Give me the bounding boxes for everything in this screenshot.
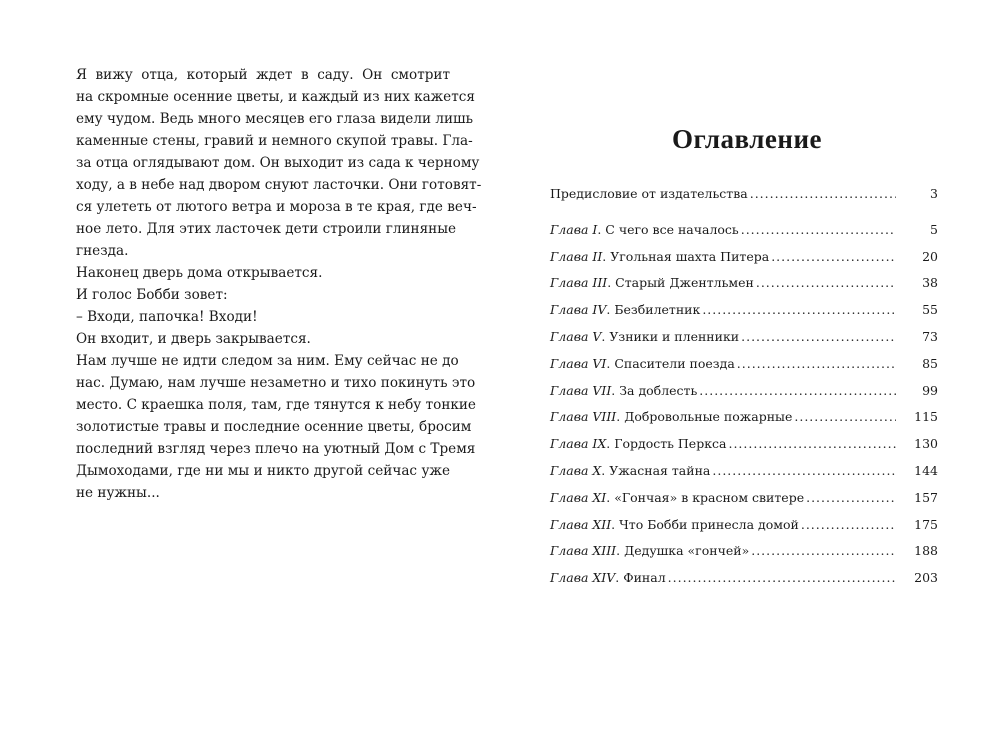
toc-page-number: 85 (922, 355, 938, 371)
toc-separator: . (611, 516, 620, 532)
prose-line: ходу, а в небе над двором снуют ласточки. Они готовят- (76, 177, 482, 193)
toc-separator: . (602, 248, 611, 264)
toc-chapter-title: Угольная шахта Питера (610, 248, 770, 264)
toc-chapter-row[interactable] (550, 458, 938, 485)
prose-line: не нужны... (76, 485, 160, 501)
toc-chapter-label: Глава XIII (550, 543, 617, 559)
toc-chapter-label: Глава I (550, 221, 598, 237)
toc-leader-dots (741, 217, 896, 244)
toc-separator: . (611, 382, 620, 398)
toc-chapter-row[interactable] (550, 297, 938, 324)
toc-chapter-title: Гордость Перкса (614, 436, 727, 452)
toc-chapter-title: Финал (623, 570, 666, 586)
toc-chapter-title: Спасители поезда (614, 355, 735, 371)
prose-line: ему чудом. Ведь много месяцев его глаза видели лишь (76, 111, 474, 127)
toc-chapter-title: Безбилетник (614, 302, 701, 318)
toc-page-number: 38 (922, 275, 938, 291)
toc-page-number: 3 (930, 186, 938, 201)
prose-line: ное лето. Для этих ласточек дети строили глиняные (76, 221, 457, 237)
toc-chapter-label: Глава VIII (550, 409, 617, 425)
toc-chapter-row[interactable] (550, 324, 938, 351)
toc-separator: . (606, 355, 615, 371)
toc-leader-dots (699, 378, 896, 405)
toc-separator: . (601, 328, 610, 344)
toc-chapter-title: За доблесть (619, 382, 698, 398)
toc-chapter-entry (550, 485, 804, 512)
toc-chapter-entry (550, 538, 749, 565)
toc-title: Оглавление (672, 124, 822, 154)
toc-chapter-entry (550, 378, 697, 405)
toc-chapter-label: Глава IX (550, 436, 607, 452)
toc-chapter-row[interactable] (550, 512, 938, 539)
toc-chapter-row[interactable] (550, 378, 938, 405)
toc-leader-dots (806, 485, 896, 512)
prose-line: нас. Думаю, нам лучше незаметно и тихо покинуть это (76, 375, 476, 391)
toc-leader-dots (741, 324, 896, 351)
toc-page-number: 20 (922, 248, 938, 264)
toc-leader-dots (737, 351, 896, 378)
toc-page-number: 144 (914, 462, 938, 478)
toc-chapter-row[interactable] (550, 565, 938, 592)
prose-line: Наконец дверь дома открывается. (76, 265, 323, 281)
prose-line: место. С краешка поля, там, где тянутся к небу тонкие (76, 397, 476, 413)
toc-chapter-title: Старый Джентльмен (615, 275, 754, 291)
toc-chapter-label: Глава III (550, 275, 608, 291)
prose-text (76, 64, 482, 504)
toc-preface-title: Предисловие от издательства (550, 186, 748, 201)
prose-line: ся улететь от лютого ветра и мороза в те края, где веч- (76, 199, 477, 215)
toc-page-number: 188 (914, 543, 938, 559)
toc-separator: . (616, 409, 625, 425)
toc-leader-dots (712, 458, 896, 485)
prose-line: Дымоходами, где ни мы и никто другой сейчас уже (76, 463, 450, 479)
table-of-contents (550, 181, 938, 592)
prose-line: И голос Бобби зовет: (76, 287, 228, 303)
toc-page-number: 157 (914, 489, 938, 505)
toc-separator: . (606, 436, 615, 452)
toc-chapter-entry (550, 217, 739, 244)
toc-page-number: 115 (914, 409, 938, 425)
toc-chapter-row[interactable] (550, 431, 938, 458)
toc-chapter-row[interactable] (550, 351, 938, 378)
toc-chapter-row[interactable] (550, 485, 938, 512)
toc-page-number: 5 (930, 221, 938, 237)
prose-line: последний взгляд через плечо на уютный Дом с Тремя (76, 441, 476, 457)
toc-chapter-entry (550, 324, 739, 351)
toc-chapter-label: Глава XI (550, 489, 607, 505)
toc-leader-dots (750, 181, 896, 208)
toc-leader-dots (801, 512, 896, 539)
toc-leader-dots (751, 538, 896, 565)
toc-separator: . (606, 489, 615, 505)
toc-chapter-entry (550, 244, 769, 271)
toc-leader-dots (728, 431, 896, 458)
toc-separator: . (597, 221, 606, 237)
toc-chapter-entry (550, 458, 710, 485)
prose-line: золотистые травы и последние осенние цветы, бросим (76, 419, 472, 435)
toc-chapter-entry (550, 297, 700, 324)
prose-line: Нам лучше не идти следом за ним. Ему сейчас не до (76, 353, 459, 369)
toc-chapter-label: Глава VII (550, 382, 612, 398)
toc-chapter-title: Дедушка «гончей» (624, 543, 750, 559)
toc-separator: . (616, 543, 625, 559)
toc-chapter-entry (550, 270, 754, 297)
right-page (500, 0, 1000, 750)
prose-line: гнезда. (76, 243, 129, 259)
toc-page-number: 73 (922, 328, 938, 344)
toc-page-number: 175 (914, 516, 938, 532)
toc-chapter-label: Глава VI (550, 355, 607, 371)
toc-separator: . (606, 302, 615, 318)
toc-preface-row[interactable] (550, 181, 938, 208)
toc-chapter-entry (550, 404, 792, 431)
prose-line: Он входит, и дверь закрывается. (76, 331, 311, 347)
toc-chapter-row[interactable] (550, 217, 938, 244)
toc-page-number: 130 (914, 436, 938, 452)
toc-chapter-title: «Гончая» в красном свитере (614, 489, 805, 505)
toc-chapter-label: Глава X (550, 462, 602, 478)
prose-line: – Входи, папочка! Входи! (76, 309, 258, 325)
toc-chapter-title: Узники и пленники (609, 328, 740, 344)
toc-leader-dots (771, 244, 896, 271)
toc-chapter-row[interactable] (550, 270, 938, 297)
toc-chapter-title: Добровольные пожарные (624, 409, 793, 425)
toc-chapter-entry (550, 512, 799, 539)
toc-chapter-label: Глава XII (550, 516, 612, 532)
prose-line: за отца оглядывают дом. Он выходит из сада к черному (76, 155, 480, 171)
toc-chapter-title: С чего все началось (605, 221, 739, 237)
toc-chapter-label: Глава XIV (550, 570, 616, 586)
toc-chapter-title: Ужасная тайна (609, 462, 711, 478)
toc-page-number: 203 (914, 570, 938, 586)
prose-line: каменные стены, гравий и немного скупой травы. Гла- (76, 133, 473, 149)
prose-line: на скромные осенние цветы, и каждый из них кажется (76, 89, 475, 105)
toc-chapter-label: Глава II (550, 248, 603, 264)
toc-separator: . (615, 570, 624, 586)
toc-chapter-entry (550, 431, 726, 458)
toc-chapter-row[interactable] (550, 538, 938, 565)
toc-chapter-label: Глава V (550, 328, 602, 344)
toc-chapter-row[interactable] (550, 244, 938, 271)
toc-leader-dots (668, 565, 896, 592)
toc-chapter-row[interactable] (550, 404, 938, 431)
toc-chapter-label: Глава IV (550, 302, 607, 318)
toc-chapter-entry (550, 351, 735, 378)
toc-page-number: 55 (922, 302, 938, 318)
toc-separator: . (607, 275, 616, 291)
toc-separator: . (601, 462, 610, 478)
toc-chapter-title: Что Бобби принесла домой (619, 516, 799, 532)
toc-leader-dots (794, 404, 896, 431)
toc-leader-dots (756, 270, 896, 297)
toc-chapter-entry (550, 565, 666, 592)
toc-leader-dots (702, 297, 896, 324)
toc-page-number: 99 (922, 382, 938, 398)
prose-line: Я вижу отца, который ждет в саду. Он смотрит (76, 67, 450, 83)
